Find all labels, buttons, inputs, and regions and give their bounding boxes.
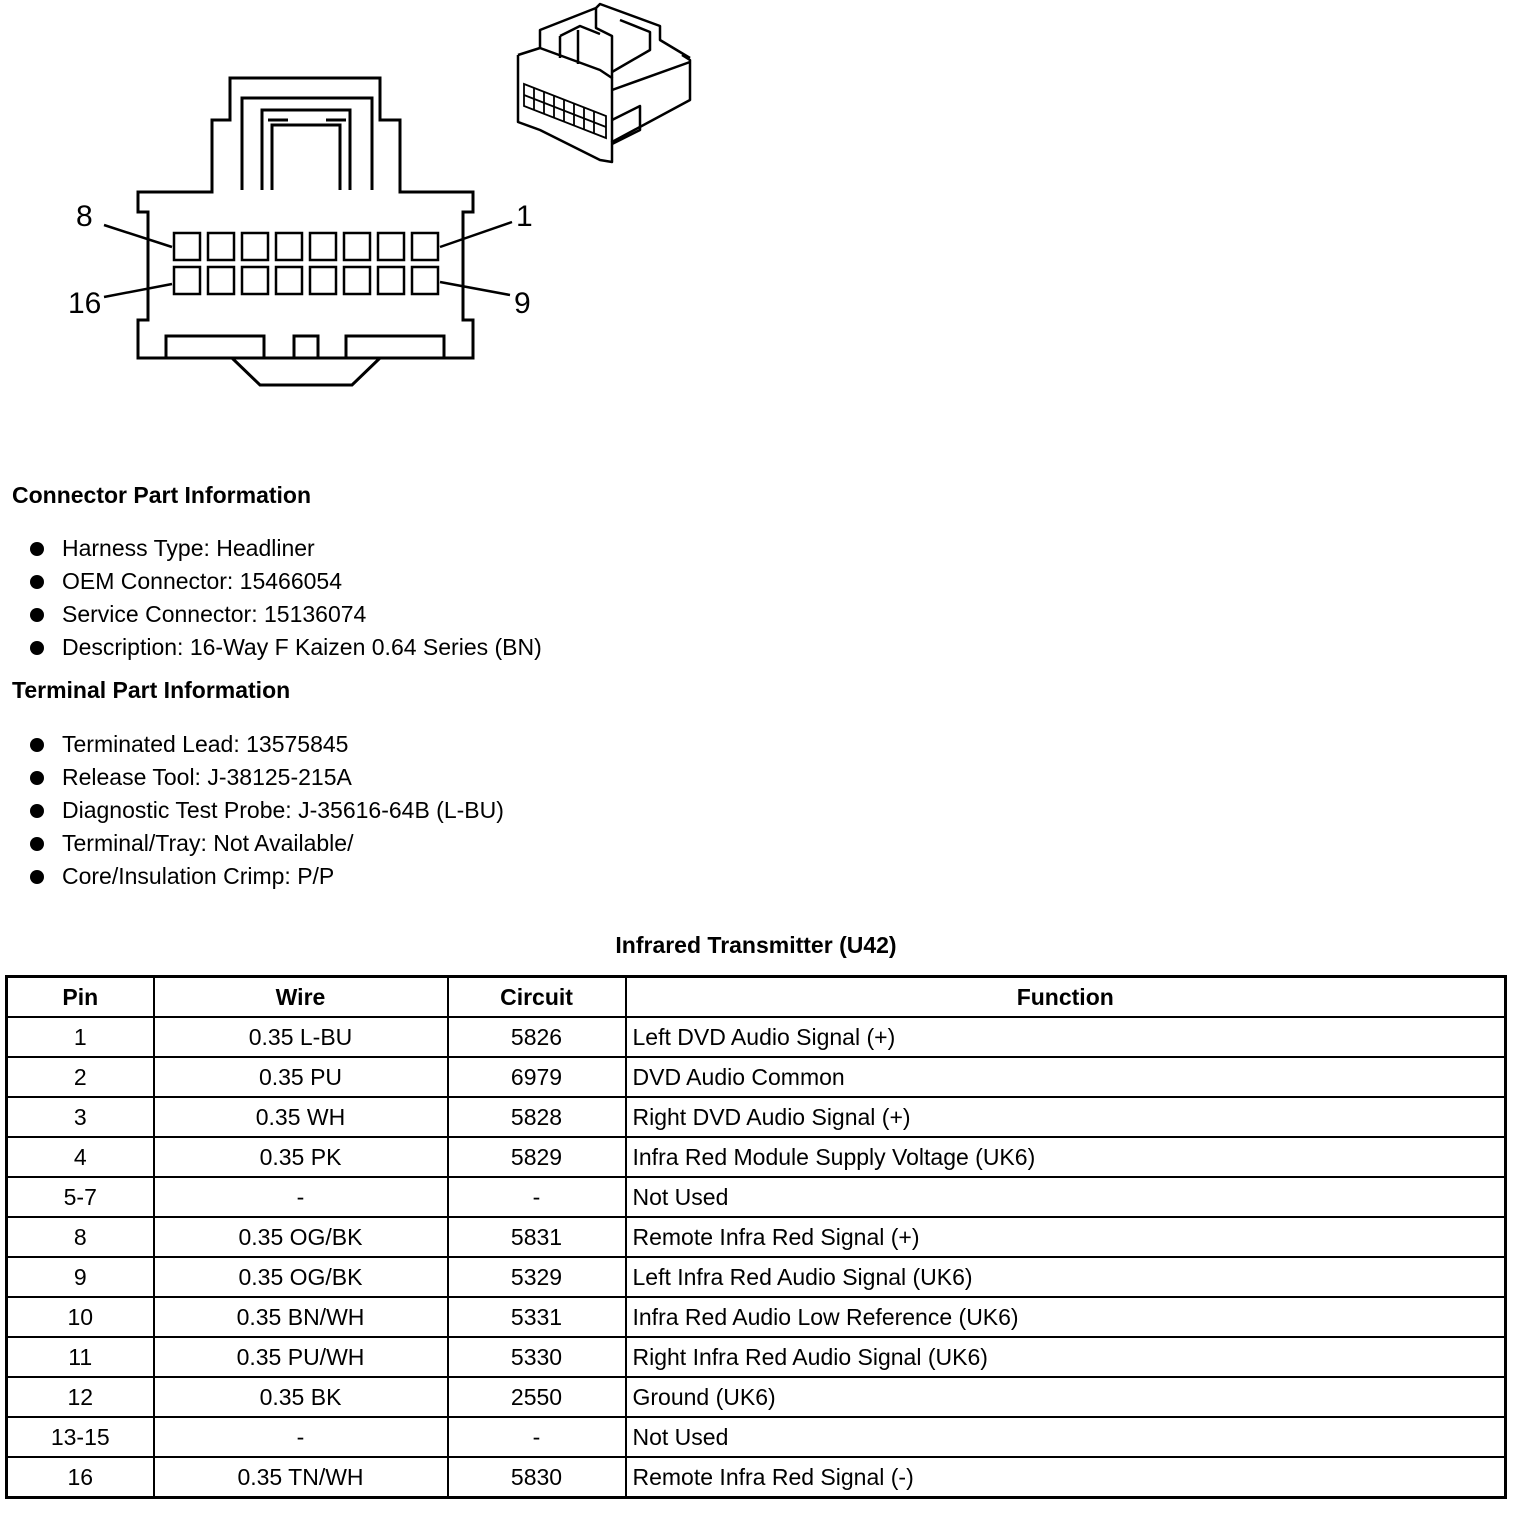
pin-cavity (276, 233, 302, 260)
cell-function: Not Used (626, 1417, 1506, 1457)
cell-circuit: 5826 (448, 1017, 626, 1057)
bullet-icon (30, 542, 44, 556)
header-function: Function (626, 977, 1506, 1018)
cell-function: Left Infra Red Audio Signal (UK6) (626, 1257, 1506, 1297)
cell-function: Right DVD Audio Signal (+) (626, 1097, 1506, 1137)
cell-function: Ground (UK6) (626, 1377, 1506, 1417)
bullet-icon (30, 870, 44, 884)
header-pin: Pin (7, 977, 154, 1018)
cell-circuit: 5829 (448, 1137, 626, 1177)
cell-circuit: - (448, 1177, 626, 1217)
bullet-icon (30, 837, 44, 851)
list-item: Diagnostic Test Probe: J-35616-64B (L-BU) (28, 794, 504, 827)
connector-3d-view (518, 4, 690, 162)
pin-cavity (310, 233, 336, 260)
cell-pin: 12 (7, 1377, 154, 1417)
list-item: OEM Connector: 15466054 (28, 565, 542, 598)
cell-circuit: 5828 (448, 1097, 626, 1137)
pin-cavity (344, 233, 370, 260)
pin-label-1: 1 (516, 200, 533, 233)
cell-wire: 0.35 WH (154, 1097, 448, 1137)
table-row (7, 1457, 1506, 1498)
cell-wire: 0.35 PU/WH (154, 1337, 448, 1377)
cell-pin: 2 (7, 1057, 154, 1097)
header-wire: Wire (154, 977, 448, 1018)
cell-function: Remote Infra Red Signal (-) (626, 1457, 1506, 1498)
pin-cavity (412, 233, 438, 260)
list-item: Core/Insulation Crimp: P/P (28, 860, 504, 893)
table-row (7, 1137, 1506, 1177)
cell-wire: 0.35 BK (154, 1377, 448, 1417)
pin-cavity (276, 267, 302, 294)
connector-part-info-title: Connector Part Information (12, 482, 312, 508)
table-header-row (7, 977, 1506, 1018)
cell-wire: 0.35 BN/WH (154, 1297, 448, 1337)
bullet-icon (30, 804, 44, 818)
cell-circuit: 2550 (448, 1377, 626, 1417)
bottom-key (232, 358, 380, 385)
cell-pin: 5-7 (7, 1177, 154, 1217)
pin-cavity (378, 233, 404, 260)
cell-wire: 0.35 TN/WH (154, 1457, 448, 1498)
cell-function: Right Infra Red Audio Signal (UK6) (626, 1337, 1506, 1377)
cell-function: DVD Audio Common (626, 1057, 1506, 1097)
pin-cavity (310, 267, 336, 294)
cell-circuit: 5331 (448, 1297, 626, 1337)
bullet-icon (30, 738, 44, 752)
cell-circuit: 5330 (448, 1337, 626, 1377)
terminal-part-info-list (28, 728, 504, 893)
cell-pin: 8 (7, 1217, 154, 1257)
bullet-icon (30, 608, 44, 622)
list-item: Service Connector: 15136074 (28, 598, 542, 631)
table-row (7, 1057, 1506, 1097)
pin-cavity (242, 233, 268, 260)
table-row (7, 1097, 1506, 1137)
pin-label-8: 8 (76, 200, 93, 233)
cell-pin: 16 (7, 1457, 154, 1498)
list-item: Description: 16-Way F Kaizen 0.64 Series (BN) (28, 631, 542, 664)
cell-circuit: 5329 (448, 1257, 626, 1297)
pin-label-9: 9 (514, 287, 531, 320)
cell-pin: 9 (7, 1257, 154, 1297)
cell-function: Remote Infra Red Signal (+) (626, 1217, 1506, 1257)
cell-pin: 10 (7, 1297, 154, 1337)
cell-wire: - (154, 1417, 448, 1457)
bullet-icon (30, 641, 44, 655)
connector-part-info-list (28, 532, 542, 664)
cell-pin: 13-15 (7, 1417, 154, 1457)
cell-function: Left DVD Audio Signal (+) (626, 1017, 1506, 1057)
pin-cavity (174, 233, 200, 260)
table-row (7, 1017, 1506, 1057)
cell-wire: 0.35 PU (154, 1057, 448, 1097)
pin-cavity (174, 267, 200, 294)
list-item: Harness Type: Headliner (28, 532, 542, 565)
cell-circuit: 6979 (448, 1057, 626, 1097)
table-row (7, 1417, 1506, 1457)
pin-cavity (208, 233, 234, 260)
terminal-part-info-title: Terminal Part Information (12, 677, 291, 703)
table-row (7, 1377, 1506, 1417)
cell-function: Infra Red Audio Low Reference (UK6) (626, 1297, 1506, 1337)
table-row (7, 1337, 1506, 1377)
pin-label-16: 16 (68, 287, 102, 320)
cell-pin: 11 (7, 1337, 154, 1377)
cell-pin: 1 (7, 1017, 154, 1057)
list-item: Release Tool: J-38125-215A (28, 761, 504, 794)
connector-diagram (0, 0, 760, 420)
list-item: Terminal/Tray: Not Available/ (28, 827, 504, 860)
cell-circuit: - (448, 1417, 626, 1457)
table-row (7, 1177, 1506, 1217)
cell-circuit: 5830 (448, 1457, 626, 1498)
pin-cavity (412, 267, 438, 294)
bullet-icon (30, 771, 44, 785)
header-circuit: Circuit (448, 977, 626, 1018)
cell-wire: 0.35 PK (154, 1137, 448, 1177)
cell-wire: 0.35 OG/BK (154, 1217, 448, 1257)
cell-wire: - (154, 1177, 448, 1217)
cell-circuit: 5831 (448, 1217, 626, 1257)
pin-cavity (242, 267, 268, 294)
bullet-icon (30, 575, 44, 589)
cell-pin: 4 (7, 1137, 154, 1177)
cell-pin: 3 (7, 1097, 154, 1137)
list-item: Terminated Lead: 13575845 (28, 728, 504, 761)
table-row (7, 1217, 1506, 1257)
cell-wire: 0.35 L-BU (154, 1017, 448, 1057)
cell-function: Infra Red Module Supply Voltage (UK6) (626, 1137, 1506, 1177)
pin-cavity (208, 267, 234, 294)
pin-cavity (378, 267, 404, 294)
table-row (7, 1257, 1506, 1297)
connector-body-outline (138, 78, 473, 358)
table-row (7, 1297, 1506, 1337)
pin-table (5, 975, 1507, 1499)
cell-function: Not Used (626, 1177, 1506, 1217)
pin-cavity (344, 267, 370, 294)
cell-wire: 0.35 OG/BK (154, 1257, 448, 1297)
table-title: Infrared Transmitter (U42) (615, 932, 897, 958)
